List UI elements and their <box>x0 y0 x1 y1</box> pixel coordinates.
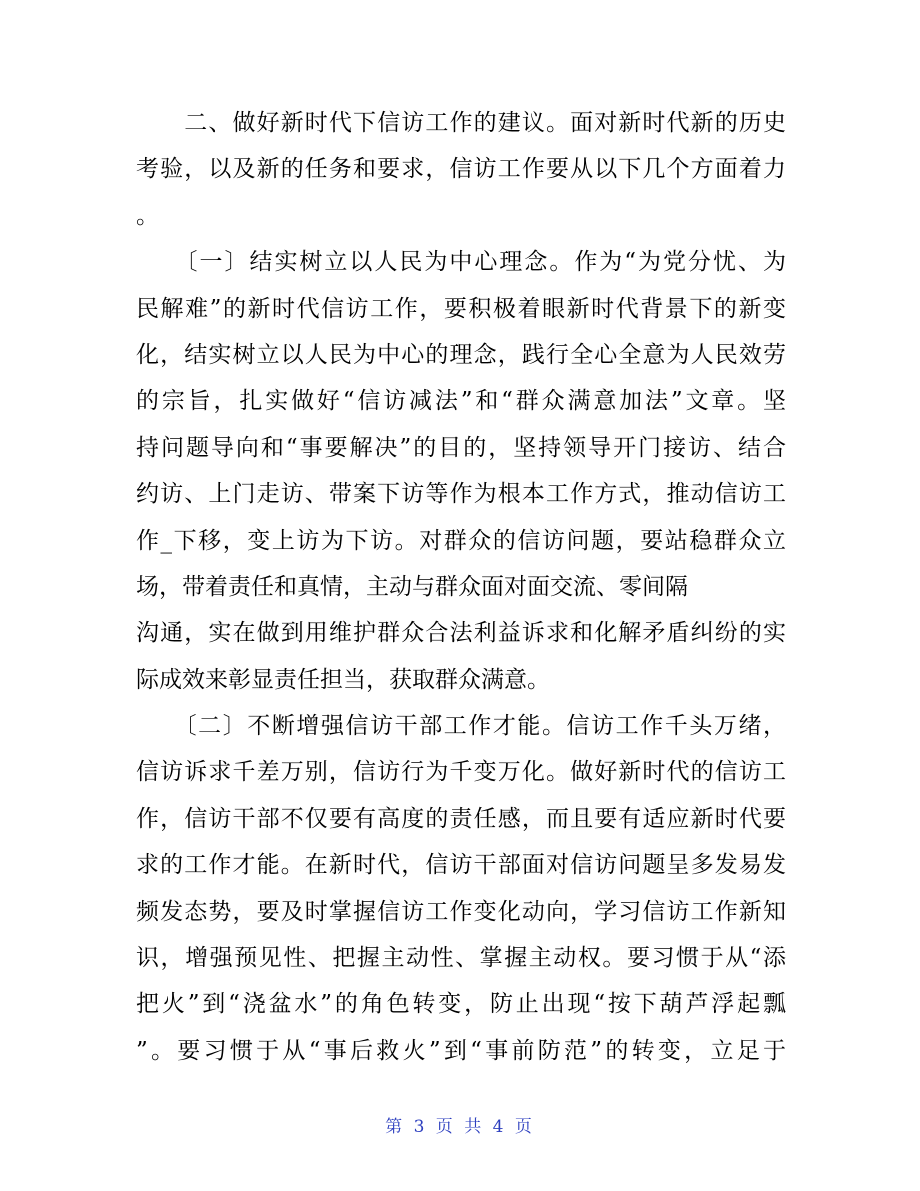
document-body <box>136 100 786 1074</box>
text-line: 。 <box>136 202 159 229</box>
text-line: 场，带着责任和真情，主动与群众面对面交流、零间隔 <box>136 573 688 600</box>
text-line: ”。要习惯于从“事后救火”到“事前防范”的转变，立足于 <box>136 1037 786 1064</box>
text-line: 识，增强预见性、把握主动性、掌握主动权。要习惯于从“添 <box>136 945 786 972</box>
text-line: 际成效来彰显责任担当，获取群众满意。 <box>136 666 550 693</box>
page-number-footer: 第 3 页 共 4 页 <box>385 1117 535 1137</box>
text-line: 的宗旨，扎实做好“信访减法”和“群众满意加法”文章。坚 <box>136 388 786 415</box>
text-line: 把火”到“浇盆水”的角色转变，防止出现“按下葫芦浮起瓢 <box>136 991 786 1018</box>
text-line: 作_下移，变上访为下访。对群众的信访问题，要站稳群众立 <box>136 527 786 554</box>
text-line: 求的工作才能。在新时代，信访干部面对信访问题呈多发易发 <box>136 852 786 879</box>
text-line: 约访、上门走访、带案下访等作为根本工作方式，推动信访工 <box>136 481 786 508</box>
text-line: 二、做好新时代下信访工作的建议。面对新时代新的历史 <box>136 110 786 136</box>
text-line: 信访诉求千差万别，信访行为千变万化。做好新时代的信访工 <box>136 759 786 786</box>
text-line: 持问题导向和“事要解决”的目的，坚持领导开门接访、结合 <box>136 434 786 461</box>
text-line: 〔二〕不断增强信访干部工作才能。信访工作千头万绪， <box>136 713 786 740</box>
text-line: 民解难”的新时代信访工作，要积极着眼新时代背景下的新变 <box>136 295 786 322</box>
text-line: 频发态势，要及时掌握信访工作变化动向，学习信访工作新知 <box>136 898 786 925</box>
text-line: 化，结实树立以人民为中心的理念，践行全心全意为人民效劳 <box>136 341 786 368</box>
text-line: 沟通，实在做到用维护群众合法利益诉求和化解矛盾纠纷的实 <box>136 620 786 647</box>
text-line: 作，信访干部不仅要有高度的责任感，而且要有适应新时代要 <box>136 805 786 832</box>
text-line: 考验，以及新的任务和要求，信访工作要从以下几个方面着力 <box>136 156 786 183</box>
text-line: 〔一〕结实树立以人民为中心理念。作为“为党分忧、为 <box>136 249 786 276</box>
